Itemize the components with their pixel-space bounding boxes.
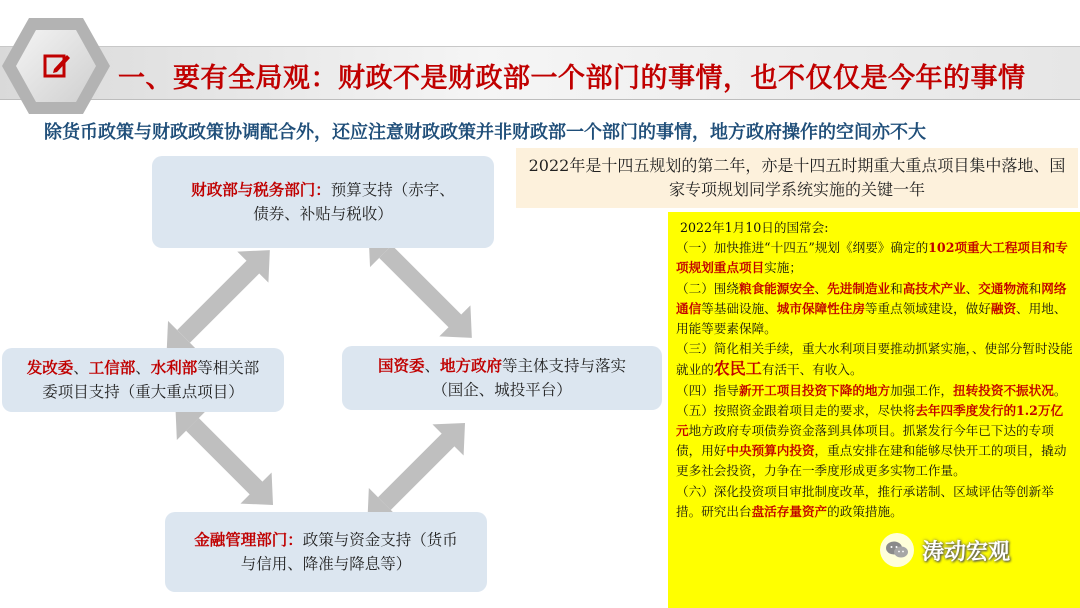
node-label: 工信部	[88, 358, 136, 377]
meeting-item-4: （四）指导新开工项目投资下降的地方加强工作，扭转投资不振状况。	[676, 382, 1067, 398]
node-label: 国资委	[377, 356, 425, 375]
wechat-icon	[880, 533, 914, 567]
context-note: 2022年是十四五规划的第二年，亦是十四五时期重大重点项目集中落地、国家专项规划同学系统实施的关键一年	[516, 148, 1078, 208]
node-ndrc-ministries	[2, 348, 284, 412]
node-text: （国企、城投平台）	[432, 381, 572, 399]
node-label: 金融管理部门：	[194, 530, 303, 549]
page-title: 一、要有全局观：财政不是财政部一个部门的事情，也不仅仅是今年的事情	[118, 63, 1026, 94]
node-label: 地方政府	[440, 356, 503, 375]
node-separator: 、	[424, 357, 440, 375]
node-text: 预算支持（赤字、	[330, 181, 455, 199]
node-financial-regulators	[165, 512, 487, 592]
watermark-text: 涛动宏观	[922, 539, 1011, 565]
node-separator: 、	[135, 359, 151, 377]
meeting-item-3: （三）简化相关手续，重大水利项目要推动抓紧实施，、使部分暂时没能就业的农民工有活干、有收入。	[676, 341, 1073, 379]
node-text: 委项目支持（重大重点项目）	[42, 383, 244, 401]
node-label: 发改委	[26, 358, 74, 377]
meeting-item-6: （六）深化投资项目审批制度改革，推行承诺制、区域评估等创新举措。研究出台盘活存量资产的政策措施。	[676, 483, 1054, 519]
node-label: 水利部	[150, 358, 198, 377]
node-text: 债券、补贴与税收）	[253, 205, 393, 223]
node-label: 财政部与税务部门：	[191, 180, 331, 199]
node-text: 等主体支持与落实	[502, 357, 627, 375]
node-finance-tax	[152, 156, 494, 248]
page-subtitle: 除货币政策与财政政策协调配合外，还应注意财政政策并非财政部一个部门的事情，地方政府操作的空间亦不大	[44, 122, 926, 143]
meeting-item-5: （五）按照资金跟着项目走的要求，尽快将去年四季度发行的1.2万亿元地方政府专项债券资金落到具体项目。抓紧发行今年已下达的专项债，用好中央预算内投资，重点安排在建和能够尽快开工的项目，撬动更多社会投资，力争在一季度形成更多实物工作量。	[676, 402, 1067, 479]
node-text: 与信用、降准与降息等）	[240, 555, 412, 573]
node-text: 等相关部	[197, 359, 260, 377]
node-text: 政策与资金支持（货币	[302, 531, 458, 549]
meeting-item-2: （二）围绕粮食能源安全、先进制造业和高技术产业、交通物流和网络通信等基础设施、城市保障性住房等重点领域建设，做好融资、用地、用能等要素保障。	[676, 280, 1067, 337]
watermark	[880, 530, 1076, 570]
node-separator: 、	[73, 359, 89, 377]
meeting-heading: 2022年1月10日的国常会:	[680, 220, 829, 235]
node-sasac-local-gov	[342, 346, 662, 410]
meeting-item-1: （一）加快推进“十四五”规划《纲要》确定的102项重大工程项目和专项规划重点项目实施；	[676, 240, 1068, 276]
